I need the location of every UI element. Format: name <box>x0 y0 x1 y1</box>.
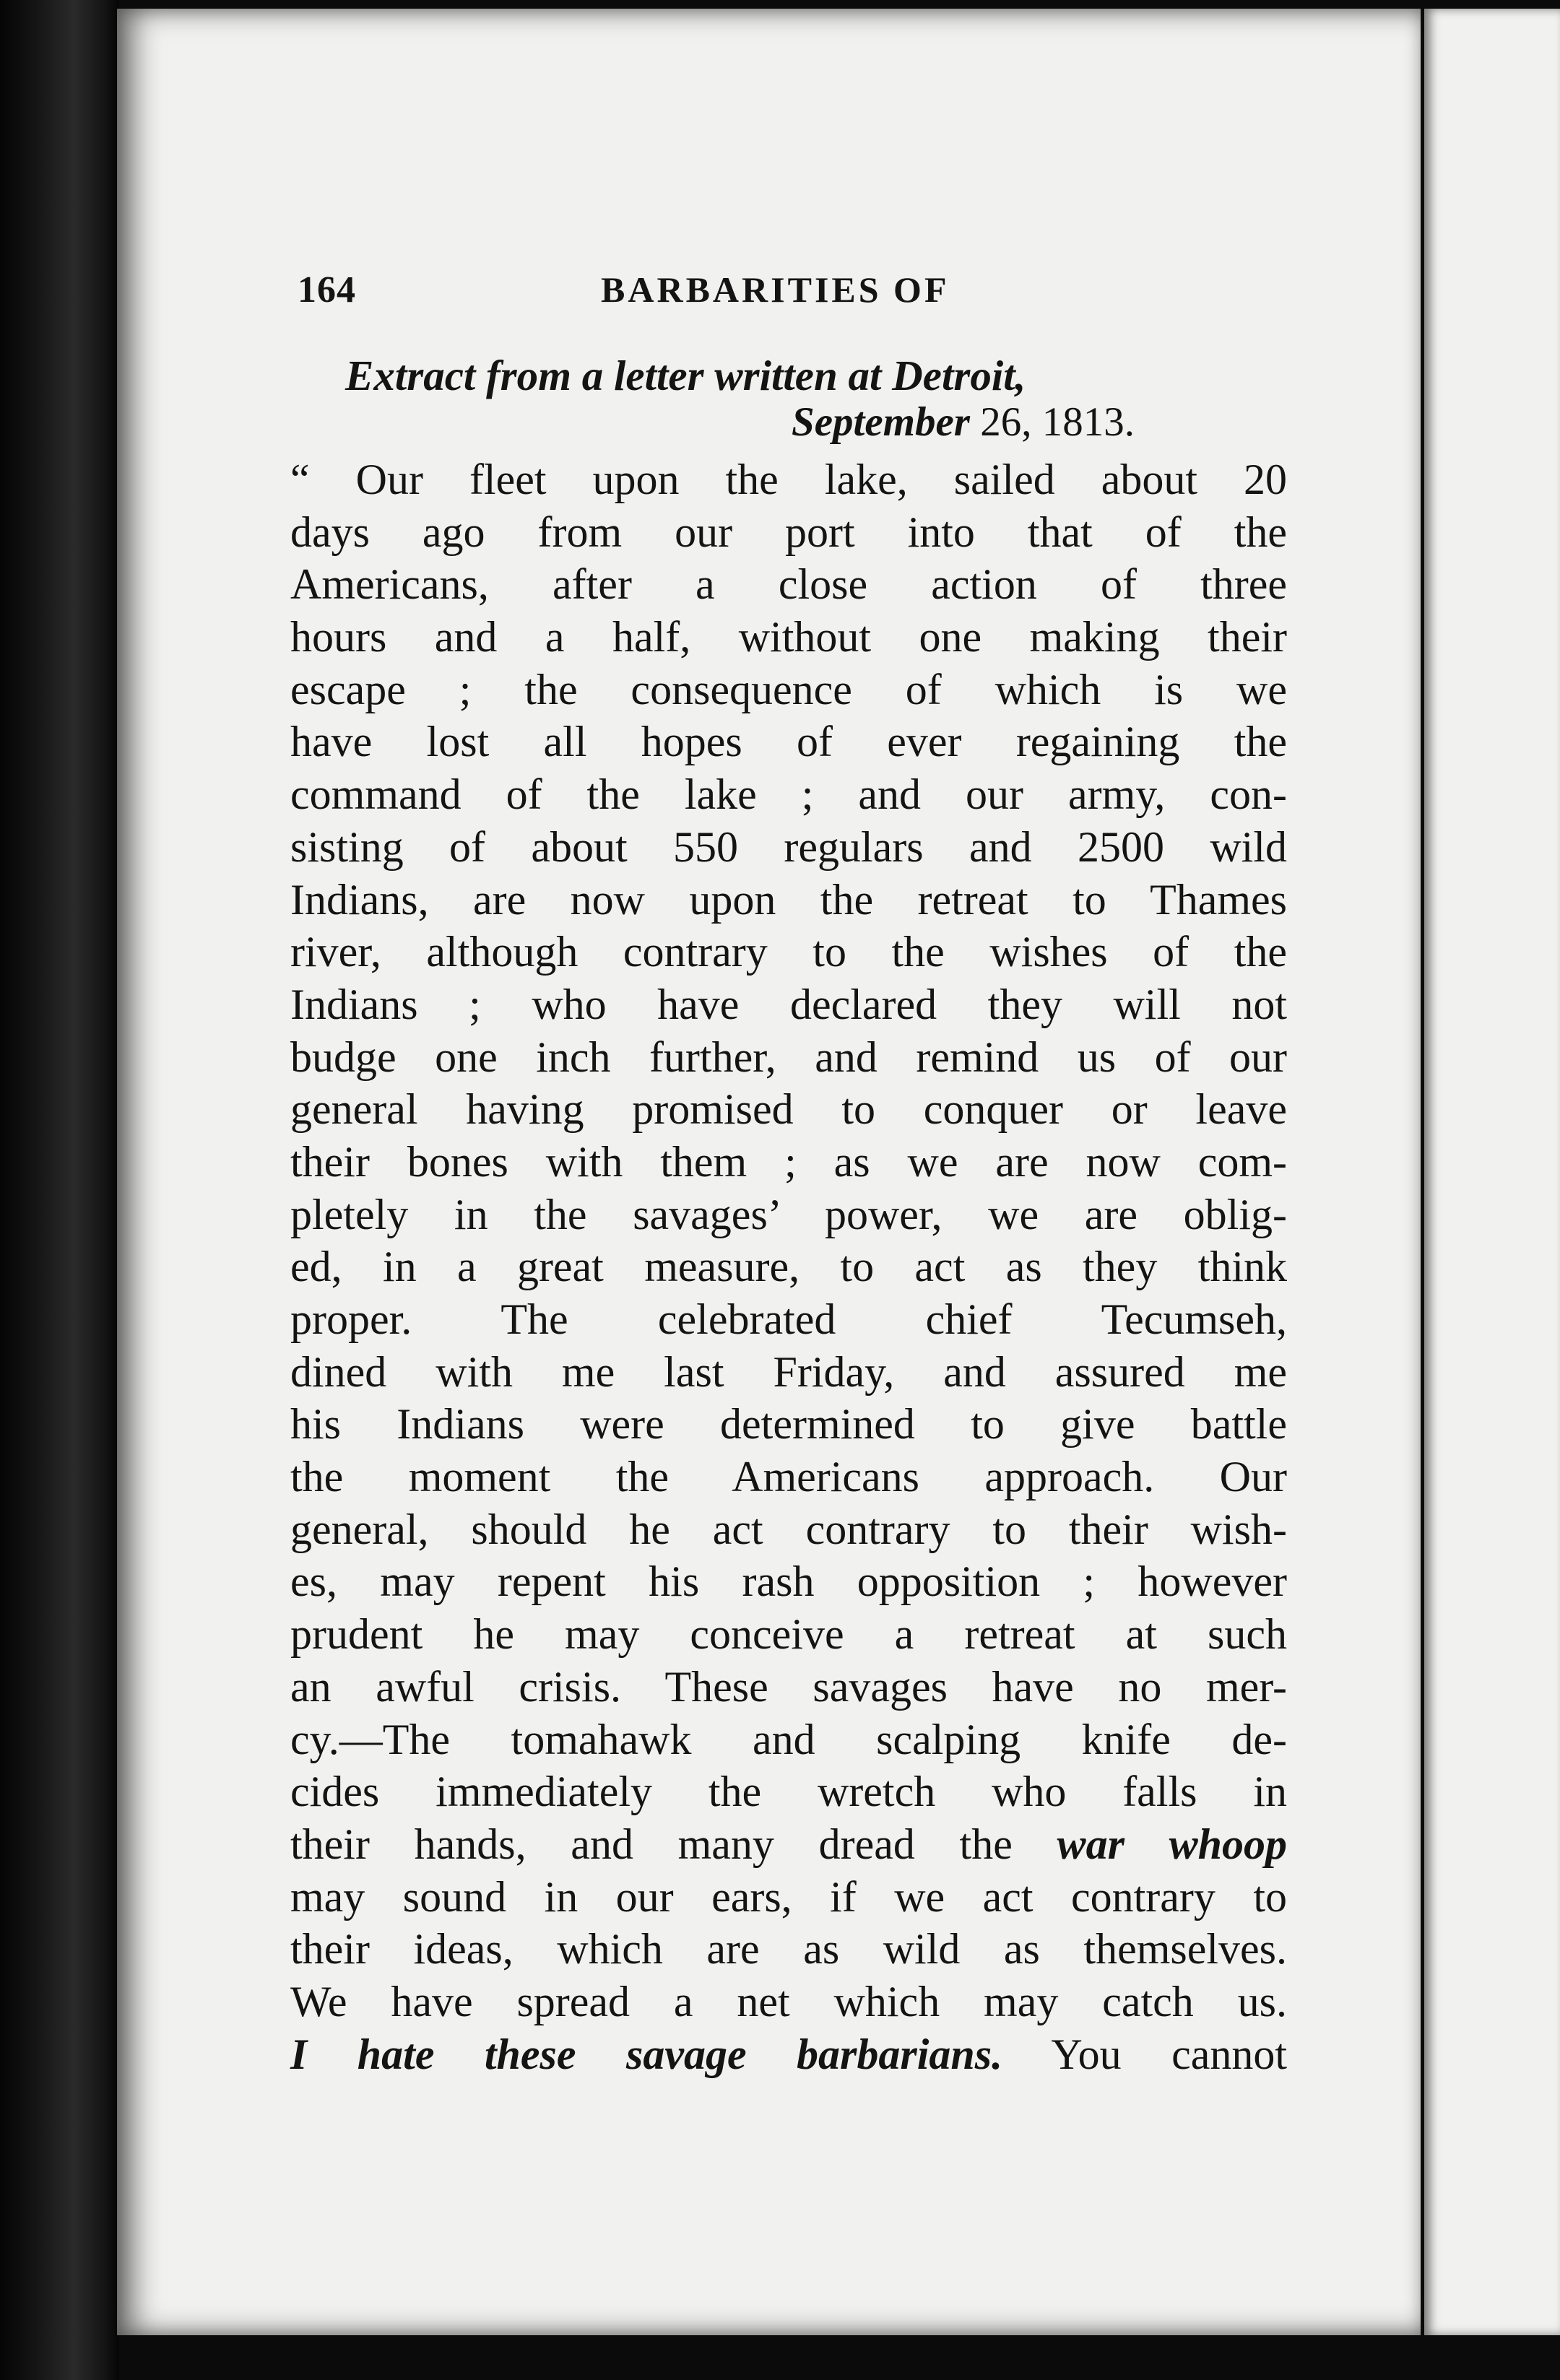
heading-date: 26, 1813. <box>969 399 1135 445</box>
text-line: their ideas, which are as wild as themselves. <box>290 1925 1287 1973</box>
text-line: general, should he act contrary to their wish- <box>290 1505 1287 1553</box>
text-line: prudent he may conceive a retreat at such <box>290 1610 1287 1659</box>
text-line: We have spread a net which may catch us. <box>290 1977 1287 2025</box>
text-line: command of the lake ; and our army, con- <box>290 770 1287 819</box>
text-line: his Indians were determined to give battle <box>290 1400 1287 1449</box>
text-segment: their hands, and many dread the <box>290 1820 1057 1868</box>
text-line: hours and a half, without one making their <box>290 613 1287 661</box>
text-line: cides immediately the wretch who falls in <box>290 1768 1287 1816</box>
text-line: Indians, are now upon the retreat to Thames <box>290 875 1287 924</box>
page-header <box>298 269 1028 319</box>
facing-page-edge <box>1424 9 1560 2335</box>
text-segment: You cannot <box>1002 2030 1288 2078</box>
text-line: pletely in the savages’ power, we are oblig- <box>290 1190 1287 1238</box>
text-line: an awful crisis. These savages have no mer- <box>290 1662 1287 1711</box>
letter-body <box>290 453 1287 2080</box>
text-line: escape ; the consequence of which is we <box>290 665 1287 713</box>
heading-line-2 <box>792 399 1135 446</box>
text-line: Indians ; who have declared they will not <box>290 980 1287 1028</box>
text-line: have lost all hopes of ever regaining the <box>290 718 1287 766</box>
text-line: proper. The celebrated chief Tecumseh, <box>290 1295 1287 1343</box>
text-line: dined with me last Friday, and assured me <box>290 1347 1287 1396</box>
text-line: ed, in a great measure, to act as they think <box>290 1243 1287 1291</box>
text-line: es, may repent his rash opposition ; however <box>290 1558 1287 1606</box>
text-line: “ Our fleet upon the lake, sailed about 20 <box>290 456 1287 503</box>
text-line <box>290 1818 1287 1871</box>
text-line: cy.—The tomahawk and scalping knife de- <box>290 1715 1287 1763</box>
heading-line-1: Extract from a letter written at Detroit, <box>345 352 1026 399</box>
heading-month: September <box>792 399 970 445</box>
book-binding <box>0 0 119 2380</box>
text-line: their bones with them ; as we are now com- <box>290 1137 1287 1186</box>
text-line: sisting of about 550 regulars and 2500 wild <box>290 822 1287 871</box>
text-line: river, although contrary to the wishes of the <box>290 928 1287 976</box>
text-line: budge one inch further, and remind us of our <box>290 1033 1287 1081</box>
running-head: BARBARITIES OF <box>601 269 950 310</box>
text-line: Americans, after a close action of three <box>290 560 1287 609</box>
text-line: general having promised to conquer or leave <box>290 1085 1287 1134</box>
text-line: may sound in our ears, if we act contrary to <box>290 1872 1287 1921</box>
page-number: 164 <box>298 269 356 310</box>
text-line <box>290 2028 1287 2081</box>
italic-text: war whoop <box>1057 1820 1287 1868</box>
text-line: days ago from our port into that of the <box>290 508 1287 556</box>
text-line: the moment the Americans approach. Our <box>290 1453 1287 1501</box>
italic-text: I hate these savage barbarians. <box>290 2030 1003 2078</box>
